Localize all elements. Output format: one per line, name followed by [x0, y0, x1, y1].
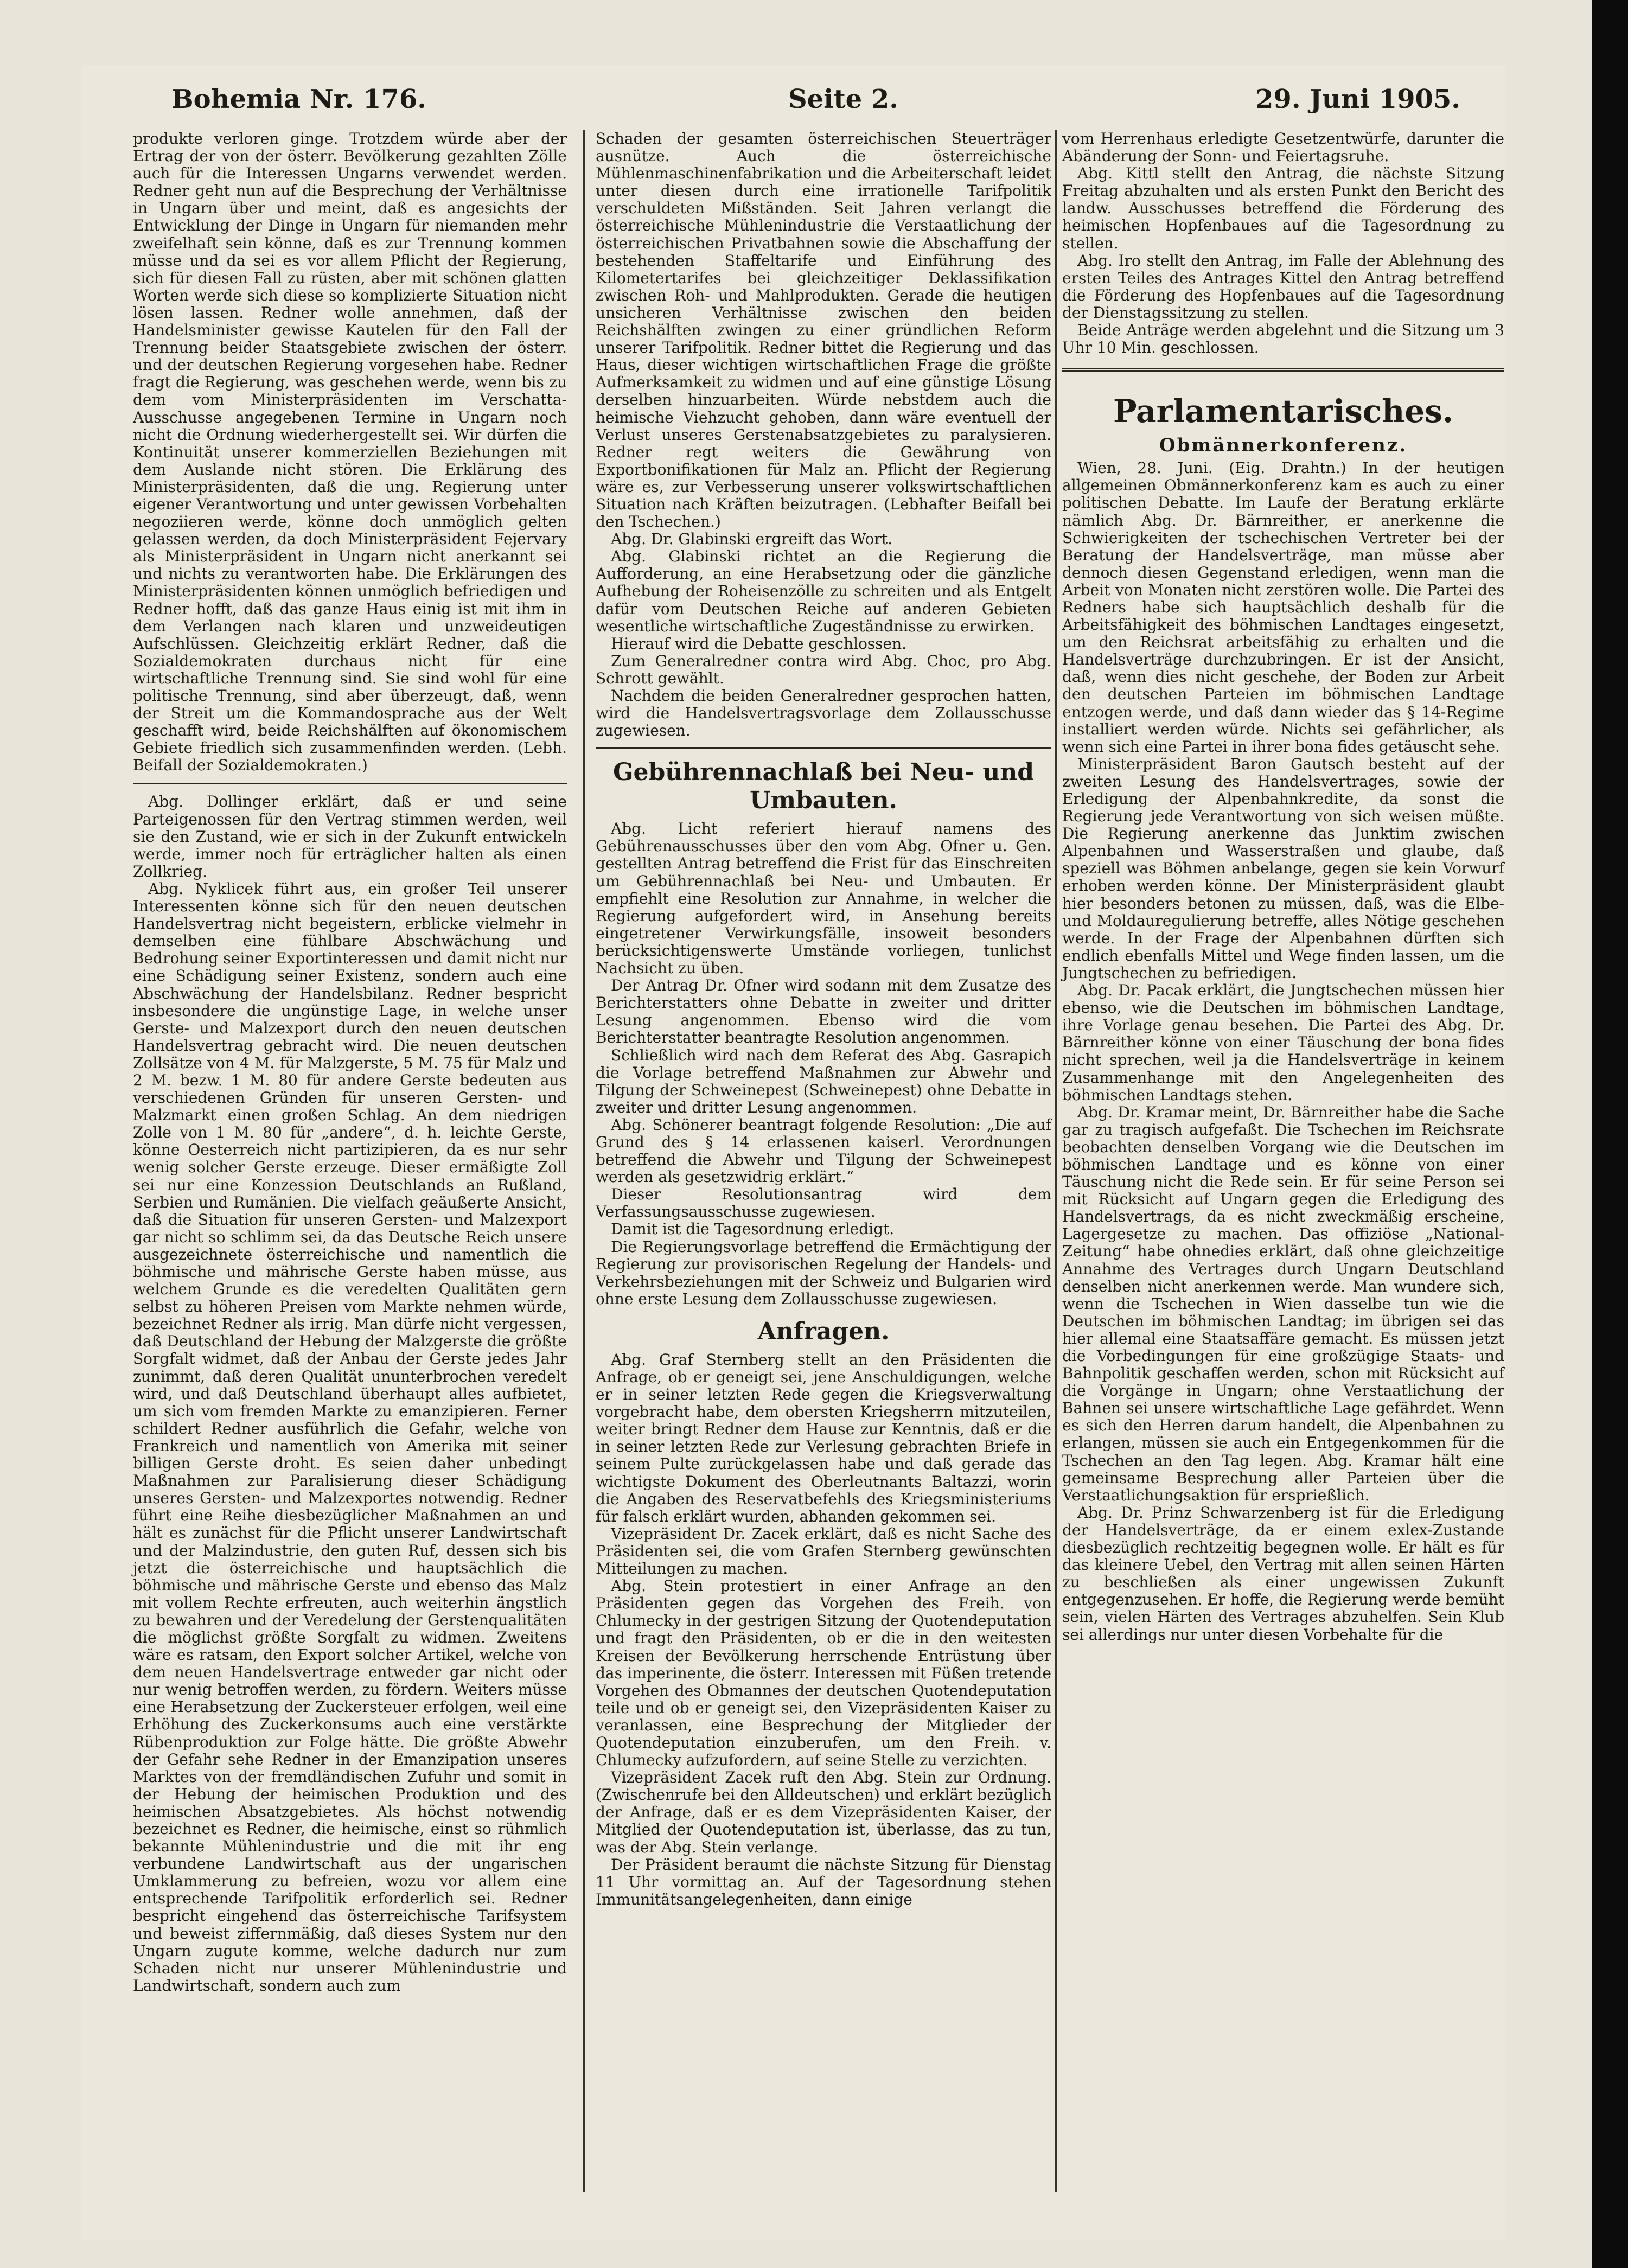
article-paragraph: Abg. Stein protestiert in einer Anfrage an den Präsidenten gegen das Vorgehen des Freih. von Chlumecky in der gestrigen Sitzung der Quotendeputation und fragt den Präsidenten, ob er die in den weitesten Kreisen der Bevölkerung herrschende Entrüstung über das imperinente, die österr. Interessen mit Füßen tretende Vorgehen des Obmannes der deutschen Quotendeputation teile und ob er geneigt sei, den Vizepräsidenten Kaiser zu veranlassen, eine Besprechung der Mitglieder der Quotendeputation einzuberufen, um den Freih. v. Chlumecky aufzufordern, auf seine Stelle zu verzichten.: [596, 1577, 1051, 1769]
section-heading: Parlamentarisches.: [1113, 393, 1454, 430]
scan-edge: [1592, 0, 1628, 2268]
article-paragraph: Abg. Dr. Glabinski ergreift das Wort.: [611, 530, 893, 548]
article-paragraph: Abg. Dr. Prinz Schwarzenberg ist für die Erledigung der Handelsverträge, da er einem exlex-Zustande diesbezüglich rechtzeitig begegnen wolle. Er hält es für das kleinere Uebel, den Vertrag mit allen seinen Härten zu beschließen als einer ungewissen Zukunft entgegenzusehen. Er hoffe, die Regierung werde bemüht sein, vielen Härten des Vertrages abzuhelfen. Sein Klub sei allerdings nur unter diesen Vorbehalte für die: [1062, 1503, 1504, 1644]
page-number: Seite 2.: [788, 84, 898, 114]
article-paragraph: Ministerpräsident Baron Gautsch besteht auf der zweiten Lesung des Handelsvertrages, sowie der Erledigung der Alpenbahnkredite, da sonst die Regierung jede Verantwortung von sich weisen müßte. Die Regierung anerkenne das Junktim zwischen Alpenbahnen und Wasserstraßen und glaube, daß speziell was Böhmen anbelange, gegen sie kein Vorwurf erhoben werden könne. Der Ministerpräsident glaubt hier besonders betonen zu müssen, daß, was die Elbe- und Moldauregulierung betreffe, alles Nötige geschehen werde. In der Frage der Alpenbahnen dürften sich endlich ebenfalls Mittel und Wege finden lassen, um die Jungtschechen zu befriedigen.: [1062, 755, 1504, 982]
article-paragraph: Dieser Resolutionsantrag wird dem Verfassungsausschusse zugewiesen.: [596, 1185, 1051, 1221]
article-paragraph: Abg. Glabinski richtet an die Regierung die Aufforderung, an eine Herabsetzung oder die gänzliche Aufhebung der Roheisenzölle zu schreiten und als Entgelt dafür vom Deutschen Reiche auf anderen Gebieten wesentliche wirtschaftliche Zugeständnisse zu erwirken.: [596, 547, 1051, 635]
issue-date: 29. Juni 1905.: [1255, 84, 1460, 114]
column-rule: [583, 130, 585, 2192]
article-paragraph: Der Antrag Dr. Ofner wird sodann mit dem Zusatze des Berichterstatters ohne Debatte in zweiter und dritter Lesung angenommen. Ebenso wird die vom Berichterstatter beantragte Resolution angenommen.: [596, 976, 1051, 1047]
article-paragraph: vom Herrenhaus erledigte Gesetzentwürfe, darunter die Abänderung der Sonn- und Feiertagsruhe.: [1062, 130, 1504, 165]
column-1: [133, 130, 567, 1995]
article-paragraph: Abg. Licht referiert hierauf namens des Gebührenausschusses über den vom Abg. Ofner u. Gen. gestellten Antrag betreffend die Frist für das Einschreiten um Gebührennachlaß bei Neu- und Umbauten. Er empfiehlt eine Resolution zur Annahme, in welcher die Regierung aufgefordert wird, in Ansehung bereits eingetretener Verwirkungsfälle, insoweit besonders berücksichtigenswerte Umstände vorliegen, tunlichst Nachsicht zu üben.: [596, 820, 1051, 978]
section-subheading: Obmännerkonferenz.: [1159, 435, 1407, 457]
article-paragraph: Schließlich wird nach dem Referat des Abg. Gasrapich die Vorlage betreffend Maßnahmen zur Abwehr und Tilgung der Schweinepest (Schweinepest) ohne Debatte in zweiter und dritter Lesung angenommen.: [596, 1046, 1051, 1116]
article-paragraph: Vizepräsident Zacek ruft den Abg. Stein zur Ordnung. (Zwischenrufe bei den Alldeutschen) und erklärt bezüglich der Anfrage, daß er es dem Vizepräsidenten Kaiser, der Mitglied der Quotendeputation ist, überlasse, das zu tun, was der Abg. Stein verlange.: [596, 1768, 1051, 1856]
article-paragraph: Abg. Graf Sternberg stellt an den Präsidenten die Anfrage, ob er geneigt sei, jene Anschuldigungen, welche er in seiner letzten Rede gegen die Kriegsverwaltung vorgebracht habe, dem obersten Kriegsherrn mitzuteilen, weiter bringt Redner dem Hause zur Kenntnis, daß er die in seiner letzten Rede zur Verlesung gebrachten Briefe in seinem Pulte zurückgelassen habe und daß gerade das wichtigste Dokument des Oberleutnants Baltazzi, worin die Angaben des Reservatbefehls des Kriegsministeriums für falsch erklärt wurden, abhanden gekommen sei.: [596, 1350, 1051, 1525]
article-paragraph: Nachdem die beiden Generalredner gesprochen hatten, wird die Handelsvertragsvorlage dem Zollausschusse zugewiesen.: [596, 687, 1051, 740]
article-paragraph: Hierauf wird die Debatte geschlossen.: [611, 634, 907, 653]
page-header: [92, 84, 1465, 122]
issue-number: Bohemia Nr. 176.: [171, 84, 426, 114]
divider: [133, 783, 567, 784]
article-paragraph: Abg. Iro stellt den Antrag, im Falle der Ablehnung des ersten Teiles des Antrages Kittel den Antrag betreffend die Förderung des Hopfenbaues auf die Tagesordnung der Dienstagssitzung zu stellen.: [1062, 251, 1504, 322]
article-paragraph: Abg. Schönerer beantragt folgende Resolution: „Die auf Grund des § 14 erlassenen kaiserl. Verordnungen betreffend die Abwehr und Tilgung der Schweinepest werden als gesetzwidrig erklärt.“: [596, 1115, 1051, 1186]
article-paragraph: Abg. Nyklicek führt aus, ein großer Teil unserer Interessenten könne sich für den neuen deutschen Handelsvertrag nicht begeistern, erblicke vielmehr in demselben eine fühlbare Abschwächung und Bedrohung seiner Exportinteressen und damit nicht nur eine Schädigung seiner Existenz, sondern auch eine Abschwächung der Handelsbilanz. Redner bespricht insbesondere die ungünstige Lage, in welche unser Gerste- und Malzexport durch den neuen deutschen Handelsvertrag gebracht wird. Die neuen deutschen Zollsätze von 4 M. für Malzgerste, 5 M. 75 für Malz und 2 M. bezw. 1 M. 80 für andere Gerste bedeuten aus verschiedenen Gründen für unseren Gersten- und Malzmarkt einen großen Schlag. An dem niedrigen Zolle von 1 M. 80 für „andere“, d. h. leichte Gerste, könne Oesterreich nicht partizipieren, da es nur sehr wenig solcher Gerste erzeuge. Dieser ermäßigte Zoll sei nur eine Konzession Deutschlands an Rußland, Serbien und Rumänien. Die vielfach geäußerte Ansicht, daß die Situation für unseren Gersten- und Malzexport gar nicht so schlimm sei, da das Deutsche Reich unsere ausgezeichnete österreichische und namentlich die böhmische und mährische Gerste haben müsse, aus welchem Grunde es die veredelten Qualitäten gern selbst zu höheren Preisen vom Markte nehmen würde, bezeichnet Redner als irrig. Man dürfe nicht vergessen, daß Deutschland der Hebung der Malzgerste die größte Sorgfalt widmet, daß der Anbau der Gerste jedes Jahr zunimmt, daß deren Qualität ununterbrochen veredelt wird, und daß Deutschland überhaupt alles aufbietet, um sich vom fremden Markte zu emanzipieren. Ferner schildert Redner ausführlich die Gefahr, welche von Frankreich und namentlich von Amerika mit seiner billigen Gerste droht. Es seien daher unbedingt Maßnahmen zur Paralisierung dieser Schädigung unseres Gersten- und Malzexportes notwendig. Redner führt eine Reihe diesbezüglicher Maßnahmen an und hält es zunächst für die Pflicht unserer Landwirtschaft und der Malzindustrie, den guten Ruf, dessen sich bis jetzt die österreichische und hauptsächlich die böhmische und mährische Gerste und ebenso das Malz mit vollem Rechte erfreuten, auch weiterhin ängstlich zu bewahren und der Veredelung der Gerstenqualitäten die möglichst größte Sorgfalt zu widmen. Zweitens wäre es ratsam, den Export solcher Artikel, welche von dem neuen Handelsvertrage entweder gar nicht oder nur wenig betroffen werden, zu fördern. Weiters müsse eine Herabsetzung der Zuckersteuer erfolgen, weil eine Erhöhung des Zuckerkonsums auch eine verstärkte Rübenproduktion zur Folge hätte. Die größte Abwehr der Gefahr sehe Redner in der Emanzipation unseres Marktes von der fremdländischen Zufuhr und somit in der Hebung der heimischen Produktion und des heimischen Absatzgebietes. Als höchst notwendig bezeichnet es Redner, die heimische, einst so rühmlich bekannte Mühlenindustrie und die mit ihr eng verbundene Landwirtschaft aus der ungarischen Umklammerung zu befreien, wozu vor allem eine entsprechende Tarifpolitik erforderlich sei. Redner bespricht eingehend das österreichische Tarifsystem und beweist ziffernmäßig, daß dieses System nur den Ungarn zugute komme, welche dadurch nur zum Schaden nicht nur unserer Mühlenindustrie und Landwirtschaft, sondern auch zum: [133, 879, 567, 1995]
article-paragraph: Damit ist die Tagesordnung erledigt.: [611, 1220, 895, 1238]
article-paragraph: Abg. Kittl stellt den Antrag, die nächste Sitzung Freitag abzuhalten und als ersten Punkt den Bericht des landw. Ausschusses betreffend die Förderung des heimischen Hopfenbaues auf die Tagesordnung zu stellen.: [1062, 164, 1504, 252]
divider: [596, 747, 1051, 749]
article-paragraph: Schaden der gesamten österreichischen Steuerträger ausnütze. Auch die österreichische Mühlenmaschinenfabrikation und die Arbeiterschaft leidet unter diesen durch eine irrationelle Tarifpolitik verschuldeten Mißständen. Seit Jahren verlangt die österreichische Mühlenindustrie die Verstaatlichung der österreichischen Privatbahnen sowie die Abschaffung der bestehenden Staffeltarife und Einführung des Kilometertarifes bei gleichzeitiger Deklassifikation zwischen Roh- und Mahlprodukten. Gerade die heutigen unsicheren Verhältnisse zwischen den beiden Reichshälften zwingen zu einer gründlichen Reform unserer Tarifpolitik. Redner bittet die Regierung und das Haus, dieser wichtigen wirtschaftlichen Frage die größte Aufmerksamkeit zu widmen und auf eine günstige Lösung derselben hinzuarbeiten. Würde nebstdem auch die heimische Viehzucht gehoben, dann wäre eventuell der Verlust unseres Gerstenabsatzgebietes zu paralysieren. Redner regt weiters die Gewährung von Exportbonifikationen für Malz an. Pflicht der Regierung wäre es, zur Verbesserung unserer volkswirtschaftlichen Situation nach Kräften beizutragen. (Lebhafter Beifall bei den Tschechen.): [596, 130, 1051, 531]
section-heading: Gebührennachlaß bei Neu- und Umbauten.: [612, 758, 1035, 815]
article-paragraph: Beide Anträge werden abgelehnt und die Sitzung um 3 Uhr 10 Min. geschlossen.: [1062, 321, 1504, 357]
column-3: [1062, 130, 1504, 1644]
section-heading: Anfragen.: [757, 1317, 890, 1345]
column-2: [596, 130, 1051, 1908]
article-paragraph: Abg. Dr. Kramar meint, Dr. Bärnreither habe die Sache gar zu tragisch aufgefaßt. Die Tschechen im Reichsrate beobachten denselben Vorgang wie die Deutschen im böhmischen Landtage und es könne von einer Täuschung nicht die Rede sein. Er für seine Person sei mit Rücksicht auf Ungarn gegen die Erledigung des Handelsvertrags, da es nicht zweckmäßig erscheine, Lagergesetze zu machen. Das offiziöse „National-Zeitung“ habe ohnedies erklärt, daß ohne gleichzeitige Annahme des Vertrages durch Ungarn Deutschland denselben nicht anerkennen werde. Man wundere sich, wenn die Tschechen in Wien dasselbe tun wie die Deutschen im böhmischen Landtag; im übrigen sei das hier allemal eine Staatsaffäre gemacht. Es müssen jetzt die Vorbedingungen für eine großzügige Staats- und Bahnpolitik geschaffen werden, schon mit Rücksicht auf die Vorgänge in Ungarn; ohne Verstaatlichung der Bahnen sei unsere wirtschaftliche Lage gefährdet. Wenn es sich den Herren darum handelt, die Alpenbahnen zu erlangen, müssen sie auch ein Entgegenkommen für die Tschechen an den Tag legen. Abg. Kramar hält eine gemeinsame Besprechung aller Parteien über die Verstaatlichungsaktion für ersprießlich.: [1062, 1103, 1504, 1504]
article-paragraph: Der Präsident beraumt die nächste Sitzung für Dienstag 11 Uhr vormittag an. Auf der Tagesordnung stehen Immunitätsangelegenheiten, dann einige: [596, 1855, 1051, 1908]
article-paragraph: Abg. Dr. Pacak erklärt, die Jungtschechen müssen hier ebenso, wie die Deutschen im böhmischen Landtage, ihre Vorlage genau besehen. Die Partei des Abg. Dr. Bärnreither könne von einer Täuschung der bona fides nicht sprechen, weil ja die Handelsverträge in keinem Zusammenhange mit den Angelegenheiten des böhmischen Landtags stehen.: [1062, 981, 1504, 1104]
column-rule: [1055, 130, 1057, 2192]
divider: [1062, 368, 1504, 372]
article-paragraph: Abg. Dollinger erklärt, daß er und seine Parteigenossen für den Vertrag stimmen werden, weil sie den Zustand, wie er sich in der Zukunft entwickeln werde, immer noch für erträglicher halten als einen Zollkrieg.: [133, 793, 567, 880]
article-paragraph: Vizepräsident Dr. Zacek erklärt, daß es nicht Sache des Präsidenten sei, die vom Grafen Sternberg gewünschten Mitteilungen zu machen.: [596, 1524, 1051, 1578]
article-paragraph: Die Regierungsvorlage betreffend die Ermächtigung der Regierung zur provisorischen Regelung der Handels- und Verkehrsbeziehungen mit der Schweiz und Bulgarien wird ohne erste Lesung dem Zollausschusse zugewiesen.: [596, 1237, 1051, 1308]
article-paragraph: produkte verloren ginge. Trotzdem würde aber der Ertrag der von der österr. Bevölkerung gezahlten Zölle auch für die Interessen Ungarns verwendet werden. Redner geht nun auf die Besprechung der Verhältnisse in Ungarn über und meint, daß es angesichts der Entwicklung der Dinge in Ungarn für niemanden mehr zweifelhaft sein könne, daß es zur Trennung kommen müsse und da sei es vor allem Pflicht der Regierung, sich für diesen Fall zu rüsten, aber mit schönen glatten Worten werde sich diese so komplizierte Situation nicht lösen lassen. Redner wolle annehmen, daß der Handelsminister gewisse Kautelen für den Fall der Trennung beider Staatsgebiete zwischen der österr. und der deutschen Regierung vorgesehen habe. Redner fragt die Regierung, was geschehen werde, wenn bis zu dem vom Ministerpräsidenten im Verschatta-Ausschusse angegebenen Termine in Ungarn noch nicht die Ordnung wiederhergestellt sei. Wir dürfen die Kontinuität unserer kommerziellen Beziehungen mit dem Auslande nicht stören. Die Erklärung des Ministerpräsidenten, daß die ung. Regierung unter eigener Verantwortung und unter gewissen Vorbehalten negoziieren werde, könne doch unmöglich gelten gelassen werden, da doch Ministerpräsident Fejervary als Ministerpräsident in Ungarn nicht anerkannt sei und nichts zu verantworten habe. Die Erklärungen des Ministerpräsidenten können unmöglich befriedigen und Redner hofft, daß das ganze Haus einig ist mit ihm in dem Verlangen nach klaren und unzweideutigen Aufschlüssen. Gleichzeitig erklärt Redner, daß die Sozialdemokraten durchaus nicht für eine wirtschaftliche Trennung sind. Sie sind wohl für eine politische Trennung, sind aber überzeugt, daß, wenn der Streit um die Kommandosprache aus der Welt geschafft wird, beide Reichshälften auf ökonomischem Gebiete friedlich sich zusammenfinden werden. (Lebh. Beifall der Sozialdemokraten.): [133, 130, 567, 775]
article-paragraph: Zum Generalredner contra wird Abg. Choc, pro Abg. Schrott gewählt.: [596, 651, 1051, 687]
article-paragraph: Wien, 28. Juni. (Eig. Drahtn.) In der heutigen allgemeinen Obmännerkonferenz kam es auch zu einer politischen Debatte. Im Laufe der Beratung erklärte nämlich Abg. Dr. Bärnreither, er anerkenne die Schwierigkeiten der tschechischen Vertreter bei der Beratung der Handelsverträge, man müsse aber dennoch diesen Gegenstand erledigen, wenn man die Arbeit von Monaten nicht zerstören wolle. Die Partei des Redners habe sich hauptsächlich deshalb für die Arbeitsfähigkeit des böhmischen Landtages eingesetzt, um den Reichsrat arbeitsfähig zu erhalten und die Handelsverträge durchzubringen. Er ist der Ansicht, daß, wenn dies nicht geschehe, der Boden zur Arbeit den deutschen Parteien im böhmischen Landtage entzogen werde, und daß dann wieder das § 14-Regime installiert werden würde. Nichts sei gefährlicher, als wenn sich eine Partei in ihrer bona fides getäuscht sehe.: [1062, 459, 1504, 756]
